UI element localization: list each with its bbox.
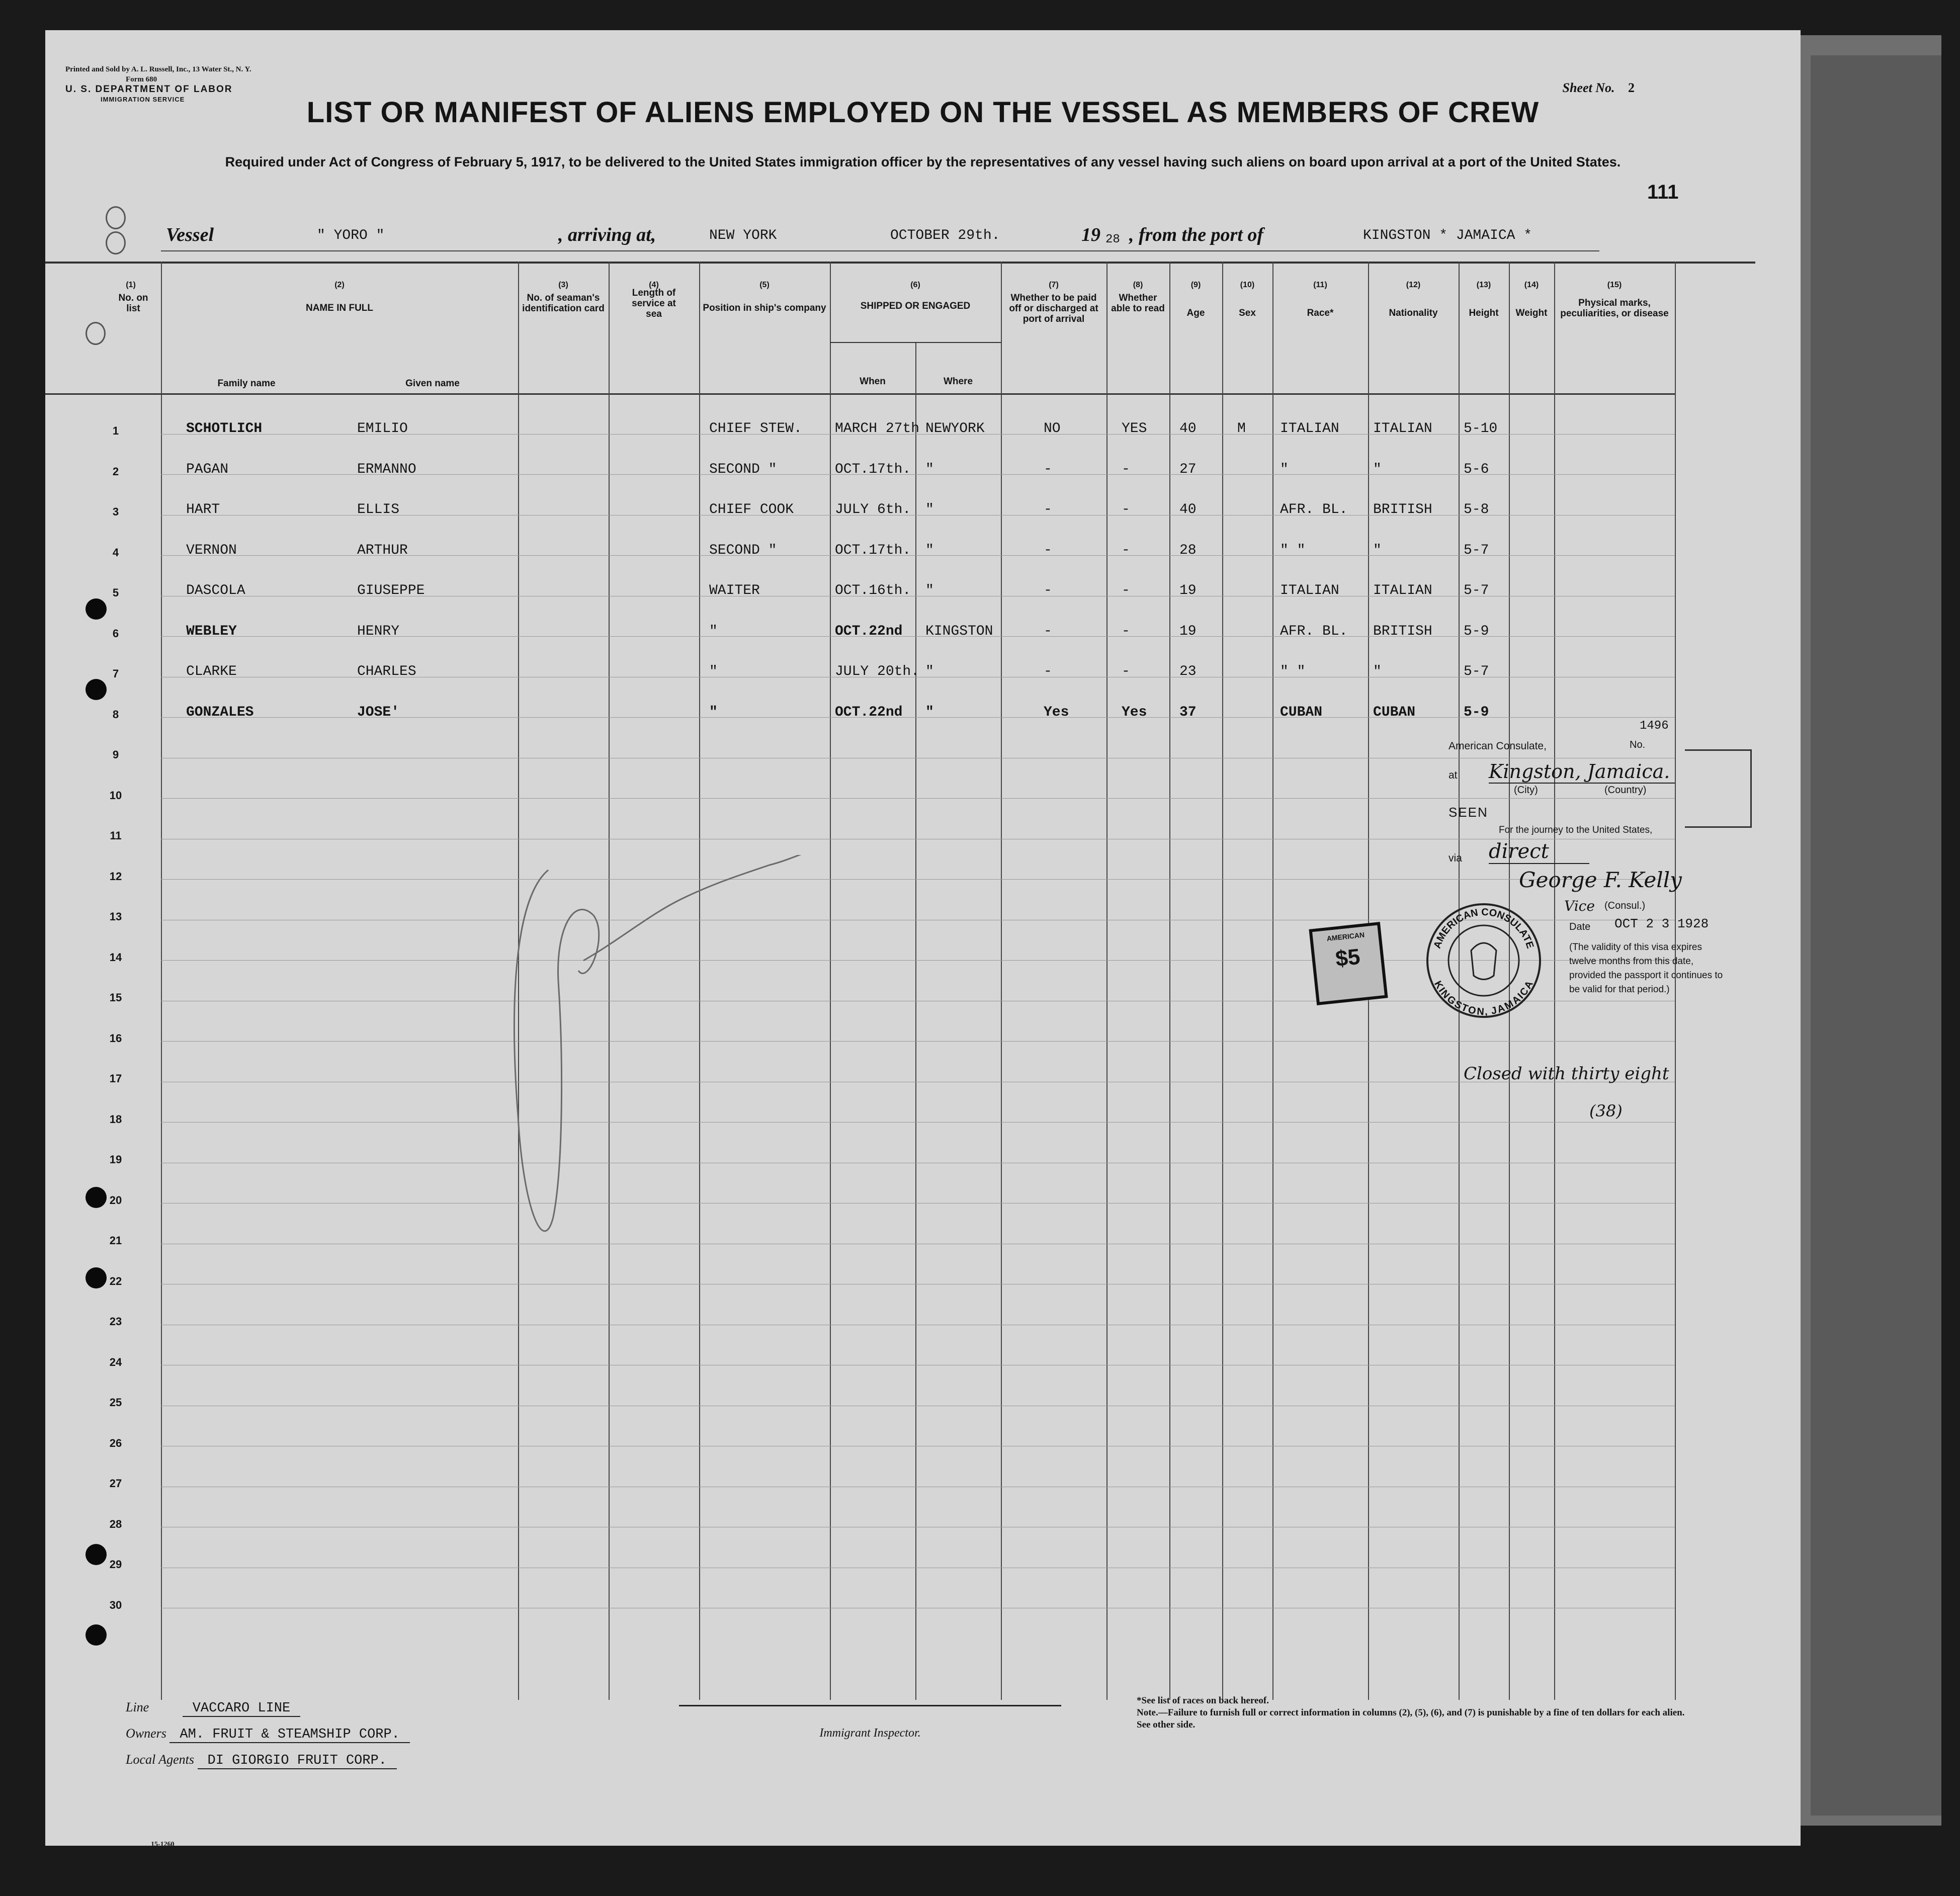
header-physical: Physical marks, peculiarities, or disease bbox=[1560, 298, 1669, 319]
family-name-cell: HART bbox=[186, 502, 220, 518]
nationality-cell: " bbox=[1373, 461, 1382, 477]
fee-stamp bbox=[1309, 922, 1388, 1005]
row-number: 19 bbox=[109, 1153, 122, 1166]
binder-hole bbox=[86, 679, 107, 700]
binder-hole bbox=[86, 1187, 107, 1208]
row-number: 15 bbox=[109, 991, 122, 1004]
race-cell: AFR. BL. bbox=[1280, 623, 1348, 639]
nationality-cell: " bbox=[1373, 664, 1382, 679]
visa-validity: (The validity of this visa expires twelve months from this date, provided the passport it continues to be valid for that period.) bbox=[1569, 942, 1723, 995]
age-cell: 23 bbox=[1179, 664, 1197, 679]
shipped-where-cell: " bbox=[925, 583, 934, 598]
visa-date: OCT 2 3 1928 bbox=[1614, 916, 1709, 931]
row-number: 3 bbox=[112, 505, 119, 518]
row-number: 13 bbox=[109, 910, 122, 923]
row-number: 29 bbox=[109, 1558, 122, 1571]
row-number: 11 bbox=[110, 829, 122, 842]
departure-port: KINGSTON * JAMAICA * bbox=[1363, 228, 1532, 243]
consulate-city-value: Kingston, Jamaica. bbox=[1489, 760, 1675, 784]
consulate-seal bbox=[1423, 900, 1544, 1021]
position-cell: " bbox=[709, 704, 718, 720]
table-top-border bbox=[45, 262, 1755, 264]
paid-off-cell: - bbox=[1044, 664, 1052, 679]
nationality-cell: BRITISH bbox=[1373, 623, 1432, 639]
inspector-signature-line: Immigrant Inspector. bbox=[679, 1705, 1061, 1740]
header-shipped: SHIPPED OR ENGAGED bbox=[860, 301, 971, 311]
col-num-5: (5) bbox=[759, 281, 770, 289]
header-weight: Weight bbox=[1515, 308, 1548, 318]
header-age: Age bbox=[1186, 308, 1205, 318]
shipped-when-cell: OCT.17th. bbox=[835, 461, 911, 477]
col-num-4: (4) bbox=[649, 281, 659, 289]
height-cell: 5-8 bbox=[1464, 502, 1489, 518]
row-number: 26 bbox=[109, 1436, 122, 1449]
shipped-where-cell: " bbox=[925, 461, 934, 477]
shipped-when-cell: JULY 6th. bbox=[835, 502, 911, 518]
col-num-2: (2) bbox=[334, 281, 345, 289]
age-cell: 19 bbox=[1179, 623, 1197, 639]
row-number: 2 bbox=[112, 465, 119, 478]
header-position: Position in ship's company bbox=[703, 303, 826, 313]
position-cell: CHIEF STEW. bbox=[709, 421, 802, 437]
row-number: 16 bbox=[109, 1031, 122, 1045]
height-cell: 5-9 bbox=[1464, 704, 1489, 720]
binder-ring bbox=[86, 322, 106, 345]
row-number: 18 bbox=[109, 1112, 122, 1126]
row-number: 4 bbox=[112, 546, 119, 559]
header-id-card: No. of seaman's identification card bbox=[522, 293, 605, 314]
position-cell: CHIEF COOK bbox=[709, 502, 794, 518]
via-label: via bbox=[1448, 852, 1462, 864]
races-note: *See list of races on back hereof. bbox=[1137, 1695, 1269, 1706]
col-num-8: (8) bbox=[1133, 281, 1143, 289]
race-cell: CUBAN bbox=[1280, 704, 1323, 720]
given-name-cell: EMILIO bbox=[357, 421, 408, 437]
year-prefix: 19 bbox=[1081, 224, 1100, 245]
col-num-6: (6) bbox=[910, 281, 920, 289]
consulate-visa-block bbox=[1326, 719, 1755, 1084]
race-cell: " bbox=[1280, 461, 1289, 477]
family-name-cell: GONZALES bbox=[186, 704, 254, 720]
position-cell: SECOND " bbox=[709, 461, 777, 477]
consul-title: Vice bbox=[1564, 898, 1595, 914]
nationality-cell: ITALIAN bbox=[1373, 421, 1432, 437]
family-name-cell: PAGAN bbox=[186, 461, 229, 477]
voyage-line bbox=[166, 224, 1675, 254]
height-cell: 5-7 bbox=[1464, 664, 1489, 679]
age-cell: 28 bbox=[1179, 542, 1197, 558]
service: IMMIGRATION SERVICE bbox=[101, 96, 185, 103]
able-to-read-cell: - bbox=[1122, 542, 1130, 558]
department: U. S. DEPARTMENT OF LABOR bbox=[65, 84, 233, 95]
given-name-cell: CHARLES bbox=[357, 664, 416, 679]
height-cell: 5-7 bbox=[1464, 583, 1489, 598]
row-number: 6 bbox=[112, 627, 119, 640]
header-bottom-border bbox=[45, 393, 1675, 395]
seal-bottom-text: KINGSTON, JAMAICA bbox=[1432, 979, 1536, 1018]
col-num-3: (3) bbox=[558, 281, 568, 289]
sex-cell: M bbox=[1237, 421, 1246, 437]
paid-off-cell: NO bbox=[1044, 421, 1061, 437]
voyage-underline bbox=[161, 250, 1599, 251]
nationality-cell: BRITISH bbox=[1373, 502, 1432, 518]
owners-label: Owners bbox=[126, 1726, 166, 1741]
binder-ring bbox=[106, 206, 126, 229]
shipped-where-cell: " bbox=[925, 664, 934, 679]
printer-line: Printed and Sold by A. L. Russell, Inc., 13 Water St., N. Y. bbox=[65, 65, 251, 73]
row-number: 8 bbox=[112, 708, 119, 721]
sheet-value: 2 bbox=[1628, 80, 1635, 95]
paid-off-cell: - bbox=[1044, 461, 1052, 477]
able-to-read-cell: - bbox=[1122, 583, 1130, 598]
page-title: LIST OR MANIFEST OF ALIENS EMPLOYED ON THE VESSEL AS MEMBERS OF CREW bbox=[306, 96, 1540, 129]
able-to-read-cell: - bbox=[1122, 502, 1130, 518]
able-to-read-cell: YES bbox=[1122, 421, 1147, 437]
penalty-note: Note.—Failure to furnish full or correct information in columns (2), (5), (6), and (7) is punishable by a fine of ten dollars for each alien. See other side. bbox=[1137, 1707, 1685, 1730]
shipped-when-cell: OCT.22nd bbox=[835, 704, 903, 720]
agents-value: DI GIORGIO FRUIT CORP. bbox=[198, 1753, 397, 1769]
row-number: 14 bbox=[109, 951, 122, 964]
eagle-icon bbox=[1471, 943, 1496, 980]
header-able-to-read: Whether able to read bbox=[1111, 293, 1165, 314]
race-cell: AFR. BL. bbox=[1280, 502, 1348, 518]
from-label: , from the port of bbox=[1129, 224, 1264, 245]
arriving-label: , arriving at, bbox=[558, 224, 656, 245]
row-number: 25 bbox=[109, 1396, 122, 1409]
able-to-read-cell: Yes bbox=[1122, 704, 1147, 720]
closed-number: (38) bbox=[1589, 1101, 1623, 1121]
header-where: Where bbox=[943, 376, 973, 387]
paid-off-cell: - bbox=[1044, 502, 1052, 518]
agents-label: Local Agents bbox=[126, 1752, 195, 1767]
age-cell: 40 bbox=[1179, 421, 1197, 437]
header-name-in-full: NAME IN FULL bbox=[305, 303, 374, 313]
given-name-cell: ELLIS bbox=[357, 502, 400, 518]
vessel-name: " YORO " bbox=[317, 228, 385, 243]
footer-block bbox=[126, 1700, 410, 1778]
nationality-cell: " bbox=[1373, 542, 1382, 558]
col-num-7: (7) bbox=[1049, 281, 1059, 289]
arriving-port: NEW YORK bbox=[709, 228, 777, 243]
row-number: 27 bbox=[109, 1477, 122, 1490]
seen-label: SEEN bbox=[1448, 805, 1488, 820]
family-name-cell: SCHOTLICH bbox=[186, 421, 263, 437]
row-number: 7 bbox=[112, 667, 119, 680]
row-number: 12 bbox=[109, 870, 122, 883]
via-value: direct bbox=[1489, 840, 1589, 864]
family-name-cell: WEBLEY bbox=[186, 623, 237, 639]
binder-ring bbox=[106, 231, 126, 254]
height-cell: 5-6 bbox=[1464, 461, 1489, 477]
sheet-label: Sheet No. bbox=[1562, 80, 1615, 95]
position-cell: " bbox=[709, 623, 718, 639]
col-num-9: (9) bbox=[1190, 281, 1201, 289]
header-race: Race* bbox=[1307, 308, 1334, 318]
paid-off-cell: - bbox=[1044, 623, 1052, 639]
row-number: 30 bbox=[109, 1598, 122, 1611]
row-number: 1 bbox=[112, 424, 119, 437]
binder-hole bbox=[86, 1544, 107, 1565]
sheet-number bbox=[1563, 80, 1635, 96]
fee-stamp-label: AMERICAN bbox=[1326, 930, 1365, 943]
form-code: 15-1260 bbox=[151, 1841, 175, 1846]
row-number: 22 bbox=[109, 1274, 122, 1287]
shipped-when-cell: OCT.17th. bbox=[835, 542, 911, 558]
position-cell: " bbox=[709, 664, 718, 679]
race-cell: " " bbox=[1280, 542, 1306, 558]
age-cell: 19 bbox=[1179, 583, 1197, 598]
col-num-13: (13) bbox=[1476, 281, 1491, 289]
line-label: Line bbox=[126, 1700, 149, 1714]
shipped-when-cell: OCT.22nd bbox=[835, 623, 903, 639]
shipped-where-cell: " bbox=[925, 704, 934, 720]
header-family-name: Family name bbox=[217, 378, 276, 389]
city-label: (City) bbox=[1514, 785, 1538, 796]
given-name-cell: ARTHUR bbox=[357, 542, 408, 558]
shipped-when-cell: OCT.16th. bbox=[835, 583, 911, 598]
given-name-cell: GIUSEPPE bbox=[357, 583, 425, 598]
age-cell: 27 bbox=[1179, 461, 1197, 477]
backing-sheet-shadow bbox=[1811, 55, 1941, 1816]
position-cell: SECOND " bbox=[709, 542, 777, 558]
footer-notes bbox=[1137, 1695, 1690, 1731]
col-num-14: (14) bbox=[1524, 281, 1539, 289]
able-to-read-cell: - bbox=[1122, 461, 1130, 477]
row-number: 10 bbox=[109, 789, 122, 802]
age-cell: 37 bbox=[1179, 704, 1197, 720]
page-subtitle: Required under Act of Congress of February 5, 1917, to be delivered to the United States immigration officer by the representatives of any vessel having such aliens on board upon arrival at a port of the United States. bbox=[225, 154, 1621, 169]
header-nationality: Nationality bbox=[1389, 308, 1438, 318]
seal-top-text: AMERICAN CONSULATE bbox=[1431, 906, 1536, 950]
header-given-name: Given name bbox=[405, 378, 460, 389]
row-number: 9 bbox=[112, 748, 119, 761]
row-number: 23 bbox=[109, 1315, 122, 1328]
header-when: When bbox=[860, 376, 886, 387]
position-cell: WAITER bbox=[709, 583, 760, 598]
age-cell: 40 bbox=[1179, 502, 1197, 518]
paid-off-cell: Yes bbox=[1044, 704, 1069, 720]
line-value: VACCARO LINE bbox=[183, 1701, 300, 1717]
given-name-cell: ERMANNO bbox=[357, 461, 416, 477]
date-label: Date bbox=[1569, 921, 1591, 932]
arrival-date: OCTOBER 29th. bbox=[890, 228, 1000, 243]
header-sex: Sex bbox=[1239, 308, 1256, 318]
shipped-where-cell: KINGSTON bbox=[925, 623, 993, 639]
nationality-cell: CUBAN bbox=[1373, 704, 1416, 720]
paid-off-cell: - bbox=[1044, 542, 1052, 558]
family-name-cell: CLARKE bbox=[186, 664, 237, 679]
header-paid-off: Whether to be paid off or discharged at port of arrival bbox=[1009, 293, 1098, 324]
svg-text:KINGSTON, JAMAICA bbox=[1432, 979, 1536, 1017]
consulate-at-label: at bbox=[1448, 769, 1458, 781]
shipped-where-cell: " bbox=[925, 502, 934, 518]
height-cell: 5-10 bbox=[1464, 421, 1498, 437]
row-number: 24 bbox=[109, 1355, 122, 1368]
form-number: Form 680 bbox=[126, 75, 157, 83]
race-cell: ITALIAN bbox=[1280, 583, 1339, 598]
height-cell: 5-9 bbox=[1464, 623, 1489, 639]
family-name-cell: VERNON bbox=[186, 542, 237, 558]
binder-hole bbox=[86, 598, 107, 620]
family-name-cell: DASCOLA bbox=[186, 583, 245, 598]
shipped-when-cell: MARCH 27th bbox=[835, 421, 920, 437]
year-suffix: 28 bbox=[1105, 233, 1120, 246]
header-length-service: Length of service at sea bbox=[632, 288, 676, 319]
consul-signature: George F. Kelly bbox=[1519, 868, 1682, 892]
consul-label: (Consul.) bbox=[1604, 900, 1646, 911]
vessel-label: Vessel bbox=[166, 224, 214, 245]
col-num-15: (15) bbox=[1607, 281, 1622, 289]
fee-stamp-value: $5 bbox=[1334, 944, 1361, 972]
race-cell: ITALIAN bbox=[1280, 421, 1339, 437]
visa-bracket bbox=[1685, 749, 1752, 828]
manifest-page bbox=[45, 30, 1801, 1846]
race-cell: " " bbox=[1280, 664, 1306, 679]
visa-no-label: No. bbox=[1630, 739, 1646, 750]
journey-label: For the journey to the United States, bbox=[1499, 825, 1653, 835]
col-num-12: (12) bbox=[1406, 281, 1421, 289]
paid-off-cell: - bbox=[1044, 583, 1052, 598]
given-name-cell: JOSE' bbox=[357, 704, 400, 720]
col-num-1: (1) bbox=[126, 281, 136, 289]
row-number: 28 bbox=[109, 1517, 122, 1530]
shipped-when-cell: JULY 20th. bbox=[835, 664, 920, 679]
given-name-cell: HENRY bbox=[357, 623, 400, 639]
country-label: (Country) bbox=[1604, 785, 1647, 796]
shipped-where-cell: NEWYORK bbox=[925, 421, 985, 437]
handwritten-scrawl bbox=[488, 855, 900, 1257]
binder-hole bbox=[86, 1624, 107, 1646]
able-to-read-cell: - bbox=[1122, 664, 1130, 679]
col-num-10: (10) bbox=[1240, 281, 1255, 289]
header-no-on-list: No. on list bbox=[118, 293, 148, 314]
visa-number: 1496 bbox=[1640, 719, 1669, 733]
row-rule bbox=[161, 1122, 1675, 1123]
able-to-read-cell: - bbox=[1122, 623, 1130, 639]
consulate-heading: American Consulate, bbox=[1448, 740, 1547, 752]
col-num-11: (11) bbox=[1313, 281, 1327, 289]
row-number: 20 bbox=[109, 1193, 122, 1206]
header-height: Height bbox=[1469, 308, 1499, 318]
shipped-where-cell: " bbox=[925, 542, 934, 558]
row-number: 21 bbox=[109, 1234, 122, 1247]
row-number: 5 bbox=[112, 586, 119, 599]
page-number: 111 bbox=[1647, 181, 1679, 203]
binder-hole bbox=[86, 1267, 107, 1288]
row-number: 17 bbox=[109, 1072, 122, 1085]
owners-value: AM. FRUIT & STEAMSHIP CORP. bbox=[169, 1727, 409, 1743]
nationality-cell: ITALIAN bbox=[1373, 583, 1432, 598]
closed-note: Closed with thirty eight bbox=[1464, 1064, 1669, 1084]
height-cell: 5-7 bbox=[1464, 542, 1489, 558]
